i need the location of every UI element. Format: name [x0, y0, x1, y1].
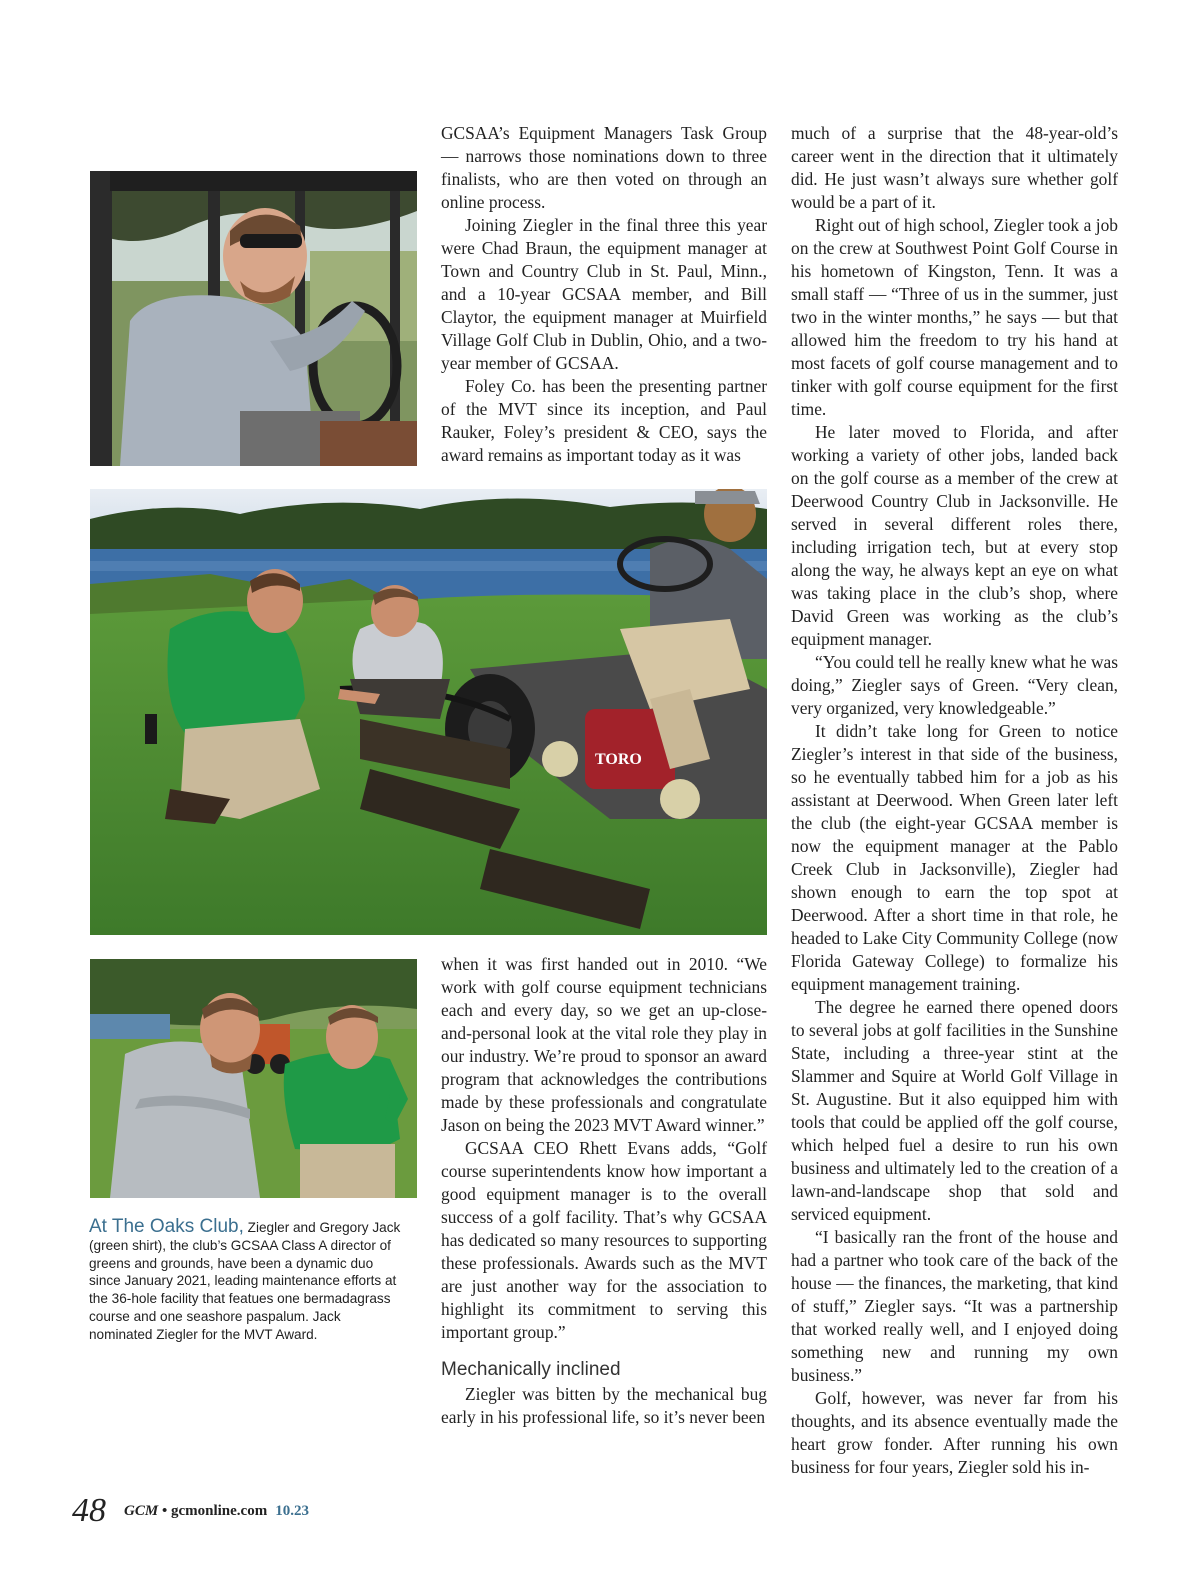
paragraph: It didn’t take long for Green to notice Ziegler’s interest in that side of the business, so he eventually tabbed him for a job as his assistant at Deerwood. When Green later left the club (the eight-year GCSAA member is now the equipment manager at the Pablo Creek Club in Jacksonville), Ziegler had shown enough to earn the top spot at Deerwood. After a short time in that role, he headed to Lake City Community College (now Florida Gateway College) to formalize his equipment management training. — [791, 721, 1118, 994]
photo-ziegler-and-jack — [90, 959, 417, 1198]
paragraph: The degree he earned there opened doors to several jobs at golf facilities in the Sunshine State, including a three-year stint at the Slammer and Squire at World Golf Village in St. Augustine. But it also equipped him with tools that could be applied off the golf course, which helped fuel a desire to run his own business and ultimately led to the creation of a lawn-and-landscape shop that sold and serviced equipment. — [791, 997, 1118, 1224]
issue-date: 10.23 — [275, 1502, 309, 1519]
caption-lead: At The Oaks Club, — [89, 1216, 244, 1237]
page-number: 48 — [72, 1492, 106, 1529]
column-middle-bottom — [441, 953, 767, 1429]
column-right — [791, 122, 1118, 1479]
page-footer — [72, 1492, 309, 1530]
photo-cart-driver — [90, 171, 417, 466]
photo-mower-inspection — [90, 489, 767, 935]
caption-text: Ziegler and Gregory Jack (green shirt), the club’s GCSAA Class A director of greens and grounds, have been a dynamic duo since January 2021, leading maintenance efforts at the 36-hole facility that featues one bermadagrass course and one seashore paspalum. Jack nominated Ziegler for the MVT Award. — [89, 1220, 401, 1342]
paragraph: Right out of high school, Ziegler took a job on the crew at Southwest Point Golf Course in his hometown of Kingston, Tenn. It was a small staff — “Three of us in the summer, just two in the winter months,” he says — but that allowed him the freedom to try his hand at most facets of golf course management and to tinker with golf course equipment for the first time. — [791, 215, 1118, 419]
paragraph: Joining Ziegler in the final three this year were Chad Braun, the equipment manager at Town and Country Club in St. Paul, Minn., and a 10-year GCSAA member, and Bill Claytor, the equipment manager at Muirfield Village Golf Club in Dublin, Ohio, and a two-year member of GCSAA. — [441, 215, 767, 373]
paragraph: “I basically ran the front of the house and had a partner who took care of the back of the house — the finances, the marketing, that kind of stuff,” Ziegler says. “It was a partnership that worked really well, and I enjoyed doing something new and running my own business.” — [791, 1227, 1118, 1385]
magazine-name: GCM — [124, 1502, 159, 1519]
paragraph: GCSAA CEO Rhett Evans adds, “Golf course superintendents know how important a good equipment manager is to the overall success of a golf facility. That’s why GCSAA has dedicated so many resources to supporting these professionals. Awards such as the MVT are just another way for the association to highlight its commitment to serving this important group.” — [441, 1138, 767, 1342]
section-subhead: Mechanically inclined — [441, 1359, 621, 1380]
paragraph: much of a surprise that the 48-year-old’s career went in the direction that it ultimately did. He just wasn’t always sure whether golf would be a part of it. — [791, 123, 1118, 212]
publication-info — [124, 1503, 309, 1519]
photo-caption — [89, 1218, 407, 1344]
paragraph: Foley Co. has been the presenting partner of the MVT since its inception, and Paul Rauker, Foley’s president & CEO, says the award remains as important today as it was — [441, 376, 767, 465]
paragraph: Ziegler was bitten by the mechanical bug early in his professional life, so it’s never been — [441, 1384, 767, 1427]
paragraph: “You could tell he really knew what he was doing,” Ziegler says of Green. “Very clean, very organized, very knowledgeable.” — [791, 652, 1118, 718]
svg-text:TORO: TORO — [595, 751, 642, 768]
column-middle-top — [441, 122, 767, 467]
paragraph: Golf, however, was never far from his thoughts, and its absence eventually made the heart grow fonder. After running his own business for four years, Ziegler sold his in- — [791, 1388, 1118, 1477]
website: gcmonline.com — [170, 1502, 268, 1519]
paragraph: GCSAA’s Equipment Managers Task Group — narrows those nominations down to three finalists, who are then voted on through an online process. — [441, 123, 767, 212]
paragraph: when it was first handed out in 2010. “We work with golf course equipment technicians each and every day, so we get an up-close-and-personal look at the vital role they play in our industry. We’re proud to sponsor an award program that acknowledges the contributions made by these professionals and congratulate Jason on being the 2023 MVT Award winner.” — [441, 954, 767, 1135]
paragraph: He later moved to Florida, and after working a variety of other jobs, landed back on the golf course as a member of the crew at Deerwood Country Club in Jacksonville. He served in several different roles there, including irrigation tech, but at every stop along the way, he always kept an eye on what was taking place in the club’s shop, where David Green was working as the club’s equipment manager. — [791, 422, 1118, 649]
footer-bullet: • — [158, 1502, 171, 1519]
